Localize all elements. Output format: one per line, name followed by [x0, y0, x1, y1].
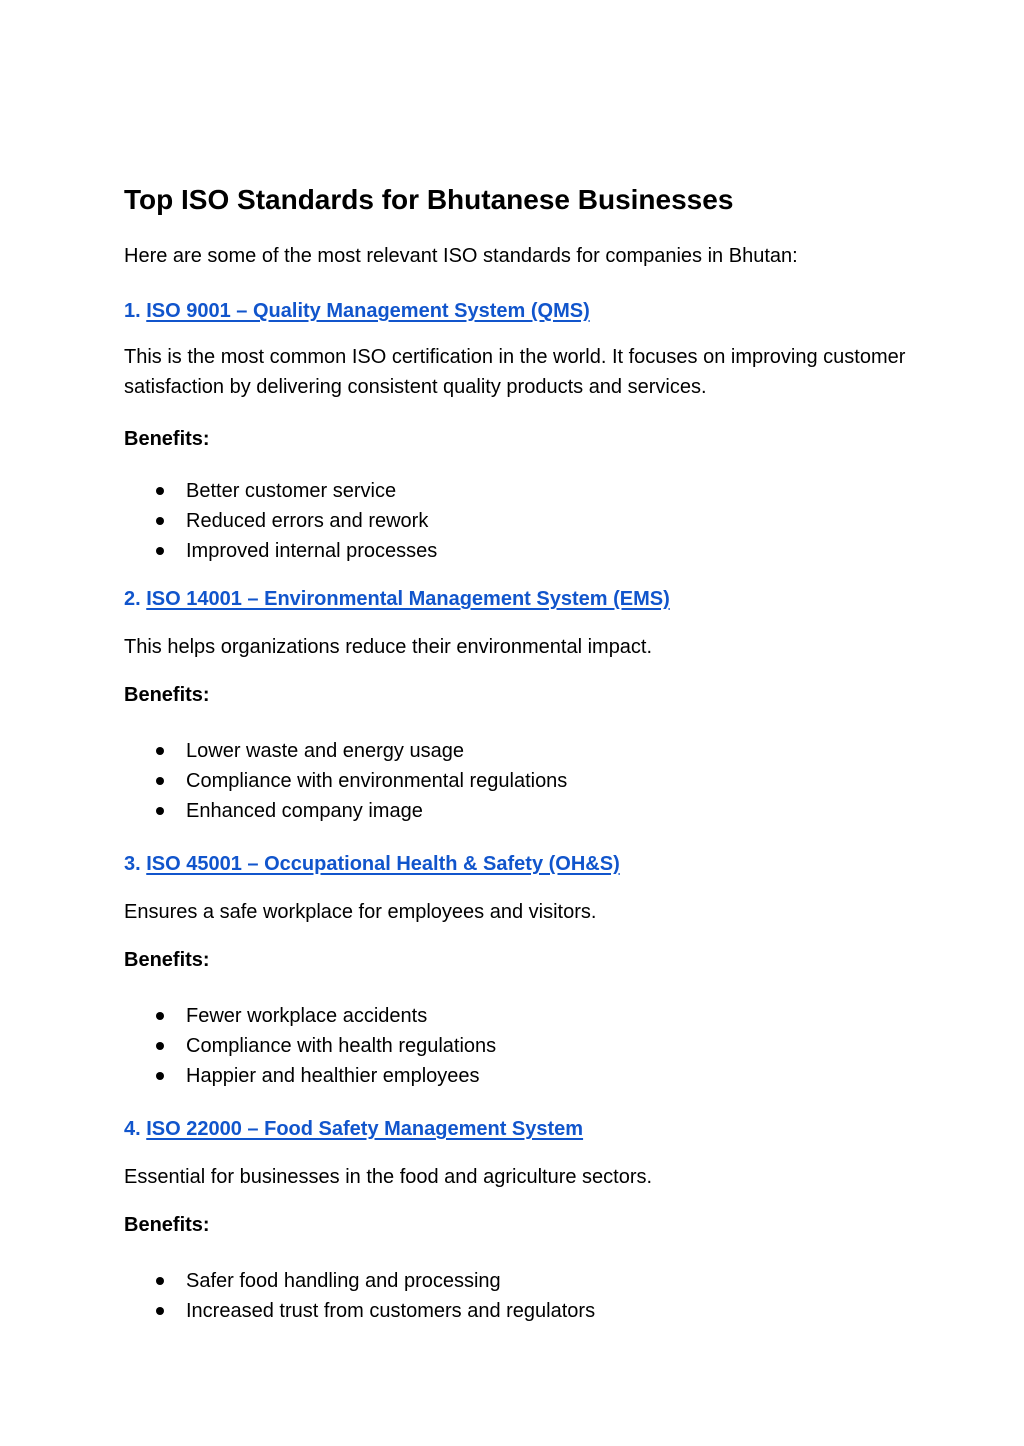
- bullet-icon: [156, 517, 164, 525]
- benefits-label: Benefits:: [124, 1214, 210, 1236]
- section-iso-9001: [124, 298, 944, 566]
- iso-9001-link[interactable]: ISO 9001 – Quality Management System (QMS): [146, 300, 590, 322]
- section-number: 4.: [124, 1118, 141, 1140]
- section-description: Ensures a safe workplace for employees and visitors.: [124, 901, 597, 923]
- page-title: Top ISO Standards for Bhutanese Businesses: [124, 184, 734, 215]
- list-item: Better customer service: [124, 476, 944, 506]
- bullet-icon: [156, 487, 164, 495]
- section-number: 1.: [124, 300, 141, 322]
- section-iso-14001: [124, 586, 944, 826]
- bullet-icon: [156, 1072, 164, 1080]
- section-description: Essential for businesses in the food and agriculture sectors.: [124, 1166, 653, 1188]
- bullet-icon: [156, 807, 164, 815]
- benefits-list: [124, 1266, 944, 1326]
- list-item: Fewer workplace accidents: [124, 1001, 944, 1031]
- section-heading: [124, 586, 944, 612]
- list-item: Improved internal processes: [124, 536, 944, 566]
- iso-22000-link[interactable]: ISO 22000 – Food Safety Management System: [146, 1118, 584, 1140]
- bullet-icon: [156, 1012, 164, 1020]
- iso-14001-link[interactable]: ISO 14001 – Environmental Management System (EMS): [146, 588, 670, 610]
- bullet-icon: [156, 747, 164, 755]
- list-item: Safer food handling and processing: [124, 1266, 944, 1296]
- benefits-list: [124, 476, 944, 566]
- benefits-label: Benefits:: [124, 949, 210, 971]
- section-number: 2.: [124, 588, 141, 610]
- iso-45001-link[interactable]: ISO 45001 – Occupational Health & Safety (OH&S): [146, 853, 620, 875]
- section-heading: [124, 1116, 944, 1142]
- benefits-list: [124, 1001, 944, 1091]
- bullet-icon: [156, 777, 164, 785]
- section-heading: [124, 851, 944, 877]
- section-heading: [124, 298, 944, 324]
- bullet-icon: [156, 547, 164, 555]
- benefits-label: Benefits:: [124, 428, 210, 450]
- section-iso-22000: [124, 1116, 944, 1326]
- section-number: 3.: [124, 853, 141, 875]
- section-description: This helps organizations reduce their environmental impact.: [124, 636, 653, 658]
- list-item: Lower waste and energy usage: [124, 736, 944, 766]
- benefits-label: Benefits:: [124, 684, 210, 706]
- bullet-icon: [156, 1307, 164, 1315]
- section-description: This is the most common ISO certification in the world. It focuses on improving customer satisfaction by delivering consistent quality products and services.: [124, 346, 906, 398]
- list-item: Compliance with environmental regulations: [124, 766, 944, 796]
- benefits-list: [124, 736, 944, 826]
- list-item: Enhanced company image: [124, 796, 944, 826]
- bullet-icon: [156, 1042, 164, 1050]
- section-iso-45001: [124, 851, 944, 1091]
- intro-text: Here are some of the most relevant ISO standards for companies in Bhutan:: [124, 245, 798, 267]
- list-item: Compliance with health regulations: [124, 1031, 944, 1061]
- bullet-icon: [156, 1277, 164, 1285]
- list-item: Reduced errors and rework: [124, 506, 944, 536]
- list-item: Increased trust from customers and regulators: [124, 1296, 944, 1326]
- list-item: Happier and healthier employees: [124, 1061, 944, 1091]
